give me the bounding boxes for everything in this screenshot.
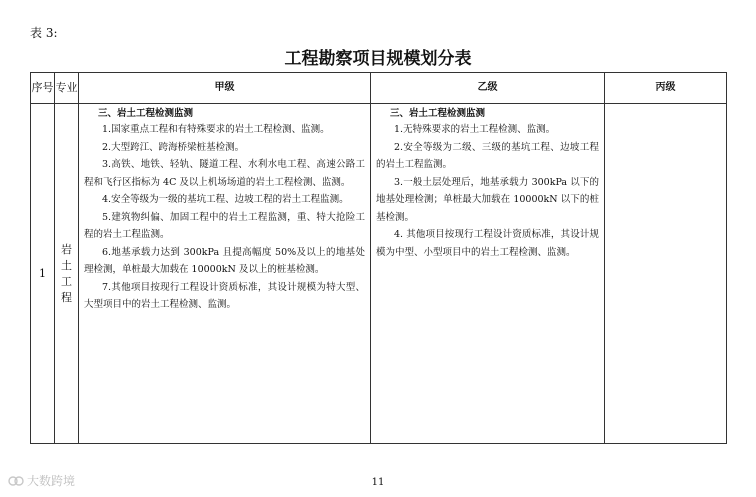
grade-b-item: 4. 其他项目按现行工程设计资质标准，其设计规模为中型、小型项目中的岩土工程检测、监测。 bbox=[376, 229, 599, 258]
grade-a-item: 5.建筑物纠偏、加固工程中的岩土工程监测，重、特大抢险工程的岩土工程监测。 bbox=[84, 211, 365, 240]
grade-b-section-title: 三、岩土工程检测监测 bbox=[390, 108, 486, 119]
header-grade-b: 乙级 bbox=[371, 73, 605, 104]
grade-a-cell bbox=[79, 104, 371, 444]
row-seq: 1 bbox=[31, 104, 55, 444]
row-specialty bbox=[55, 104, 79, 444]
grade-a-section-title: 三、岩土工程检测监测 bbox=[98, 108, 194, 119]
table-label: 表 3: bbox=[30, 26, 58, 40]
document-title: 工程勘察项目规模划分表 bbox=[284, 49, 472, 69]
table-row bbox=[31, 104, 727, 444]
header-row bbox=[31, 73, 727, 104]
grade-a-item: 1.国家重点工程和有特殊要求的岩土工程检测、监测。 bbox=[102, 124, 330, 135]
grade-a-item: 2.大型跨江、跨海桥梁桩基检测。 bbox=[102, 141, 245, 153]
grade-b-item: 3.一般土层处理后，地基承载力 300kPa 以下的地基处理检测；单桩最大加载在 10000kN 以下的桩基检测。 bbox=[376, 176, 599, 223]
scale-classification-table bbox=[30, 72, 727, 444]
grade-a-item: 4.安全等级为一级的基坑工程、边坡工程的岩土工程监测。 bbox=[102, 194, 349, 205]
watermark-text: 大数跨境 bbox=[27, 474, 76, 488]
grade-b-item: 2.安全等级为二级、三级的基坑工程、边坡工程的岩土工程监测。 bbox=[376, 141, 599, 170]
header-grade-c: 丙级 bbox=[605, 73, 727, 104]
header-seq: 序号 bbox=[31, 73, 55, 104]
grade-a-item: 6.地基承载力达到 300kPa 且提高幅度 50%及以上的地基处理检测，单桩最大加载在 10000kN 及以上的桩基检测。 bbox=[84, 246, 365, 275]
grade-a-item: 7.其他项目按现行工程设计资质标准，其设计规模为特大型、大型项目中的岩土工程检测、监测。 bbox=[84, 281, 365, 310]
row-specialty-label: 岩土工程 bbox=[61, 242, 72, 304]
page-number: 11 bbox=[371, 477, 385, 488]
header-specialty: 专业 bbox=[55, 73, 79, 104]
grade-c-cell bbox=[605, 104, 727, 444]
grade-b-item: 1.无特殊要求的岩土工程检测、监测。 bbox=[394, 124, 556, 135]
grade-a-item: 3.高铁、地铁、轻轨、隧道工程、水利水电工程、高速公路工程和飞行区指标为 4C 及以上机场场道的岩土工程检测、监测。 bbox=[84, 159, 365, 188]
header-grade-a: 甲级 bbox=[79, 73, 371, 104]
grade-b-cell bbox=[371, 104, 605, 444]
